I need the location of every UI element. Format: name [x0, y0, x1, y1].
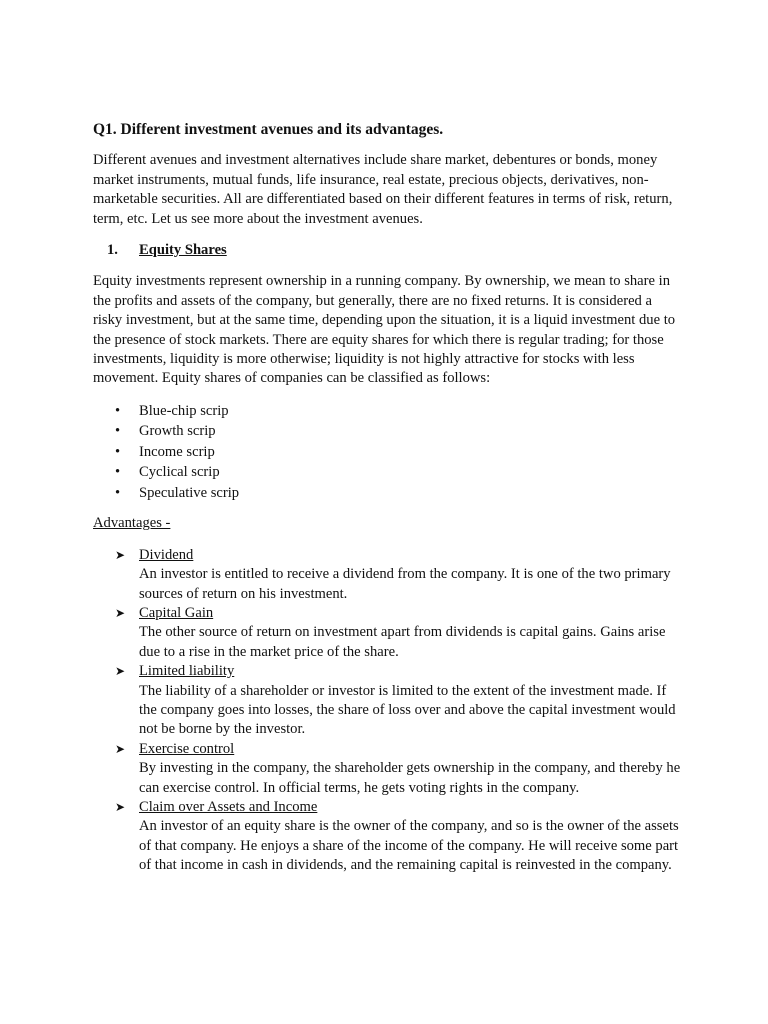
list-item-text: Income scrip: [139, 443, 215, 460]
bullet-icon: •: [115, 464, 121, 481]
section-number: 1.: [107, 242, 118, 259]
advantage-label: Dividend: [139, 546, 194, 563]
question-heading: Q1. Different investment avenues and its advantages.: [93, 121, 444, 138]
advantage-desc: An investor is entitled to receive a dividend from the company. It is one of the two primary sources of return on his investment.: [139, 566, 671, 602]
advantage-label: Claim over Assets and Income: [139, 799, 318, 816]
bullet-icon: •: [115, 402, 121, 419]
advantage-item: [93, 546, 683, 604]
list-item-text: Blue-chip scrip: [139, 402, 229, 419]
advantage-desc: By investing in the company, the shareholder gets ownership in the company, and thereby he can exercise control. In official terms, he gets voting rights in the company.: [139, 760, 681, 796]
scrip-list: [93, 401, 683, 504]
arrow-bullet-icon: ➤: [115, 741, 126, 756]
bullet-icon: •: [115, 423, 121, 440]
list-item-text: Speculative scrip: [139, 484, 240, 501]
advantage-desc: An investor of an equity share is the owner of the company, and so is the owner of the assets of that company. He enjoys a share of the income of the company. He will receive some part of that income in cash in dividends, and the remaining capital is reinvested in the company.: [139, 818, 679, 874]
advantages-title: Advantages -: [93, 515, 171, 532]
advantage-item: [93, 798, 683, 876]
list-item: [93, 442, 683, 463]
arrow-bullet-icon: ➤: [115, 547, 126, 562]
advantage-label: Capital Gain: [139, 605, 214, 621]
section-title-text: Equity Shares: [139, 242, 227, 259]
document-content: [93, 112, 683, 876]
list-item-text: Cyclical scrip: [139, 464, 220, 481]
arrow-bullet-icon: ➤: [115, 664, 126, 679]
advantage-label: Limited liability: [139, 663, 235, 680]
list-item: [93, 483, 683, 504]
bullet-icon: •: [115, 443, 121, 460]
advantage-item: [93, 740, 683, 798]
intro-paragraph: Different avenues and investment alternatives include share market, debentures or bonds, money market instruments, mutual funds, life insurance, real estate, precious objects, derivatives, non-marketable securities. All are differentiated based on their different features in terms of risk, return, term, etc. Let us see more about the investment avenues.: [93, 152, 673, 227]
equity-shares-paragraph: Equity investments represent ownership in a running company. By ownership, we mean to share in the profits and assets of the company, but generally, there are no fixed returns. It is considered a risky investment, but at the same time, depending upon the situation, it is a liquid investment due to the presence of stock markets. There are equity shares for which there is regular trading; for those investments, liquidity is more otherwise; liquidity is not highly attractive for stocks with less movement. Equity shares of companies can be classified as follows:: [93, 273, 676, 387]
advantage-desc: The other source of return on investment apart from dividends is capital gains. Gains arise due to a rise in the market price of the share.: [139, 624, 666, 660]
arrow-bullet-icon: ➤: [115, 606, 126, 620]
arrow-bullet-icon: ➤: [115, 800, 126, 815]
list-item: [93, 421, 683, 442]
advantage-desc: The liability of a shareholder or investor is limited to the extent of the investment made. If the company goes into losses, the share of loss over and above the capital investment would not be borne by the investor.: [139, 682, 676, 738]
list-item: [93, 462, 683, 483]
advantage-item: [93, 662, 683, 740]
section-equity-shares-title: [93, 241, 683, 260]
list-item: [93, 401, 683, 422]
list-item-text: Growth scrip: [139, 423, 216, 440]
advantage-label: Exercise control: [139, 740, 235, 757]
bullet-icon: •: [115, 484, 121, 501]
advantage-item: [93, 604, 683, 662]
